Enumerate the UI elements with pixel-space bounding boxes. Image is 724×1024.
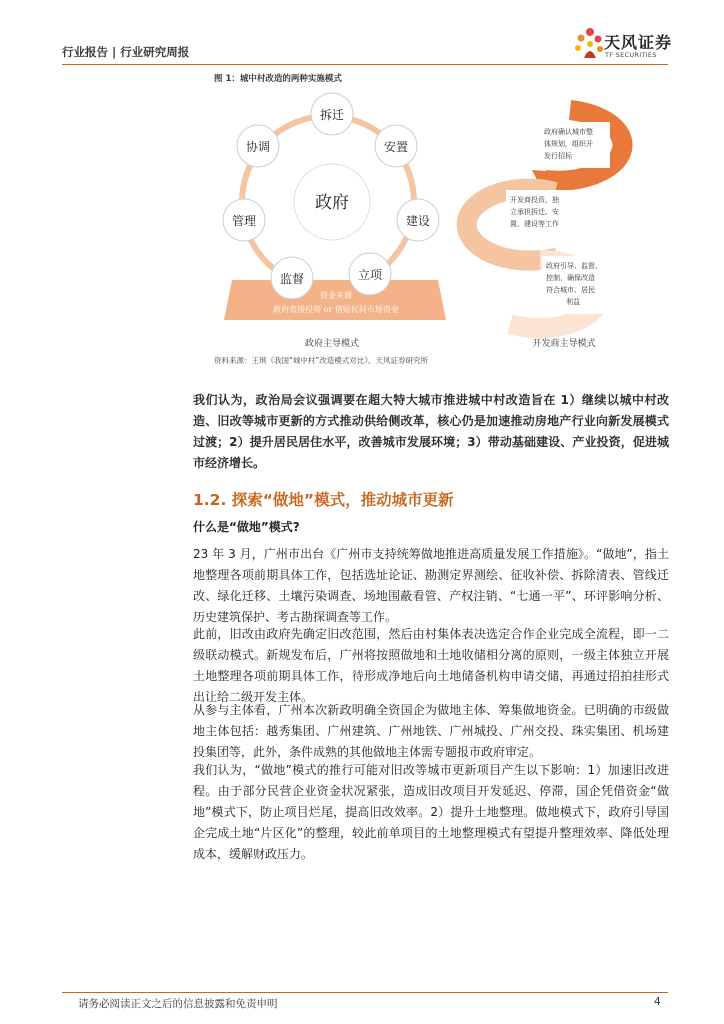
step-1-text: 政府确认城市整 体规划，组织开 发行招标 <box>544 128 593 160</box>
figure-source: 资料来源：王琪《我国“城中村”改造模式对比》、天风证券研究所 <box>214 356 429 365</box>
funding-line-1: 资金来源 <box>320 291 352 300</box>
paragraph-3: 此前，旧改由政府先确定旧改范围，然后由村集体表决选定合作企业完成全流程，即一二级联动模式。新规发布后，广州将按照做地和土地收储相分离的原则，一级主体独立开展土地整理各项前期具体工作，待形成净地后向土地储备机构申请交储，再通过招拍挂形式出让给二级开发主体。 <box>193 627 669 704</box>
svg-text:安置: 安置 <box>383 140 409 154</box>
step-3-text: 政府引导、监督、 控制，确保改造 符合城市、居民 利益 <box>546 262 602 306</box>
node-chaiqian <box>311 93 353 135</box>
brand-name: 天风证券 <box>604 33 673 52</box>
paragraph-4: 从参与主体看，广州本次新政明确全资国企为做地主体、筹集做地资金。已明确的市级做地主体包括：越秀集团、广州建筑、广州地铁、广州城投、广州交投、珠实集团、机场建投集团等，此外，条件成熟的其他做地主体需专题报市政府审定。 <box>193 703 669 759</box>
figure-diagram <box>210 84 670 352</box>
paragraph-1: 我们认为，政治局会议强调要在超大特大城市推进城中村改造旨在 1）继续以城中村改造、旧改等城市更新的方式推动供给侧改革，核心仍是加速推动房地产行业向新发展模式过渡；2）提升居民居住水平，改善城市发展环境；3）带动基础建设、产业投资，促进城市经济增长。 <box>193 393 669 470</box>
node-guanli <box>223 199 265 241</box>
step-2-text: 开发商投资，独 立承担拆迁、安 置、建设等工作 <box>510 196 559 228</box>
footer-divider <box>62 992 668 993</box>
question-heading: 什么是“做地”模式? <box>193 520 300 534</box>
page-number: 4 <box>654 996 661 1008</box>
node-jianshe <box>397 199 439 241</box>
right-caption: 开发商主导模式 <box>532 339 596 349</box>
svg-text:管理: 管理 <box>231 214 257 228</box>
node-xietiao <box>237 125 279 167</box>
node-anzhi <box>375 125 417 167</box>
paragraph-2: 23 年 3 月，广州市出台《广州市支持统筹做地推进高质量发展工作措施》。“做地”，指土地整理各项前期具体工作，包括选址论证、勘测定界测绘、征收补偿、拆除清表、管线迁改、绿化迁移、土壤污染调查、场地围蔽看管、产权注销、“七通一平”、环评影响分析、历史建筑保护、考古勘探调查等工作。 <box>193 547 669 624</box>
node-lixiang <box>349 253 391 295</box>
figure-title: 图 1：城中村改造的两种实施模式 <box>214 74 342 84</box>
node-jiandu <box>271 257 313 299</box>
svg-text:拆迁: 拆迁 <box>319 108 345 122</box>
left-caption: 政府主导模式 <box>304 339 360 349</box>
svg-text:建设: 建设 <box>405 214 431 228</box>
funding-line-2: 政府直接投资 or 借贴民间市场资金 <box>273 305 399 314</box>
brand-subtitle: TF SECURITIES <box>605 51 657 59</box>
svg-text:立项: 立项 <box>357 268 383 282</box>
center-label: 政府 <box>315 193 349 213</box>
header-divider <box>62 64 668 65</box>
svg-text:协调: 协调 <box>245 140 271 154</box>
section-title: 1.2. 探索“做地”模式，推动城市更新 <box>193 491 454 509</box>
report-type: 行业报告 | 行业研究周报 <box>62 45 190 59</box>
svg-text:监督: 监督 <box>279 272 305 286</box>
paragraph-5: 我们认为，“做地”模式的推行可能对旧改等城市更新项目产生以下影响：1）加速旧改进程。由于部分民营企业资金状况紧张，造成旧改项目开发延迟、停滞，国企凭借资金“做地”模式下，防止项目烂尾，提高旧改效率。2）提升土地整理。做地模式下，政府引导国企完成土地“片区化”的整理，较此前单项目的土地整理模式有望提升整理效率、降低处理成本，缓解财政压力。 <box>193 763 669 861</box>
disclaimer: 请务必阅读正文之后的信息披露和免责申明 <box>78 998 278 1010</box>
funding-band <box>224 280 446 320</box>
